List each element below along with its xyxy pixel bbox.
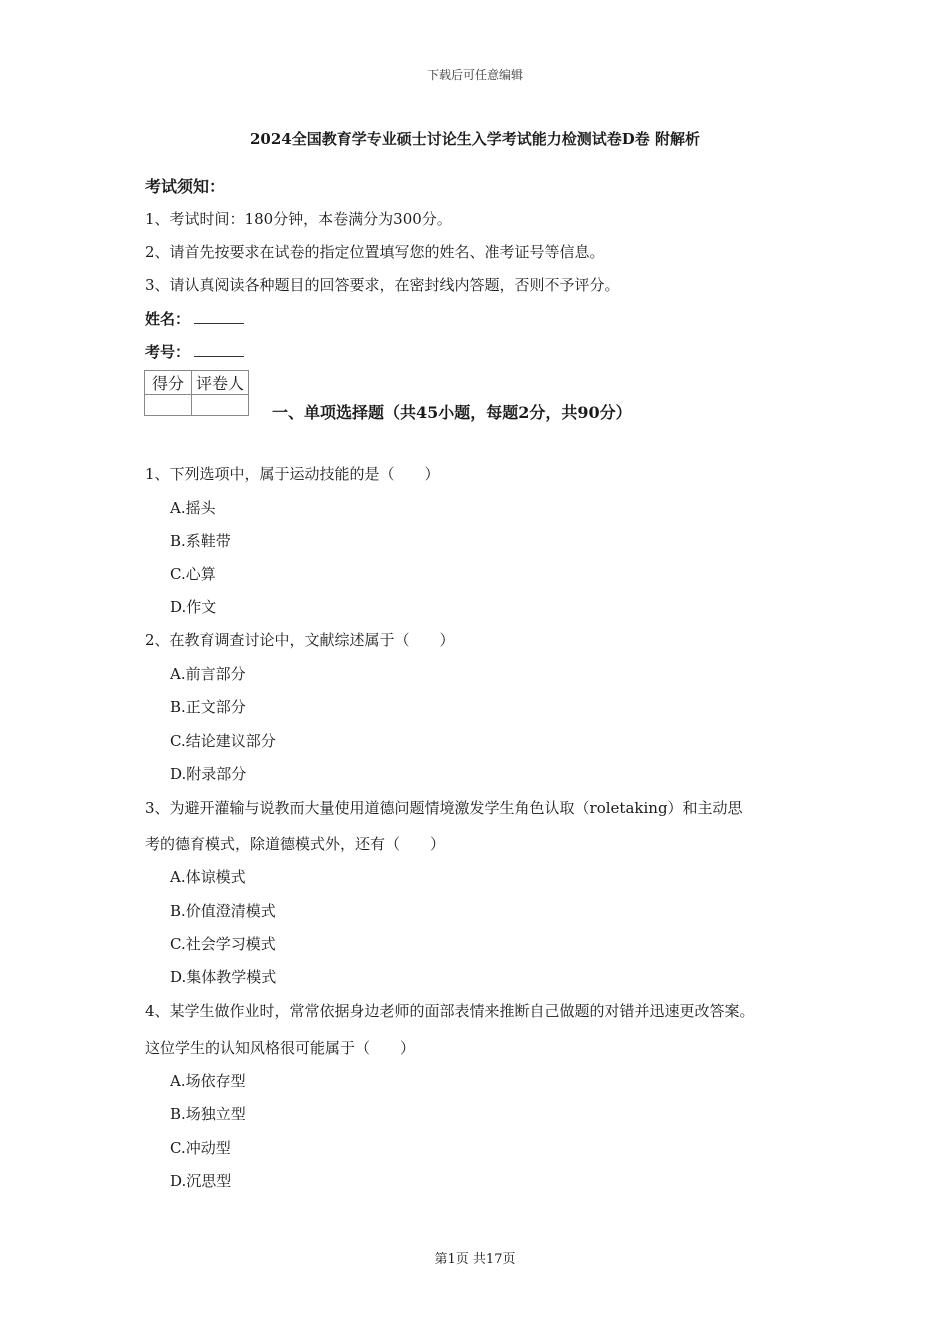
document-title: 2024全国教育学专业硕士讨论生入学考试能力检测试卷D卷 附解析 (250, 130, 700, 148)
name-label: 姓名： (145, 310, 191, 328)
question-3-stem-line-2: 考的德育模式，除道德模式外，还有（ ） (145, 835, 446, 853)
name-field (145, 308, 244, 329)
question-4-stem-line-1: 4、某学生做作业时，常常依据身边老师的面部表情来推断自己做题的对错并迅速更改答案。 (145, 1002, 755, 1020)
question-2-option-d: D.附录部分 (170, 765, 247, 783)
question-1-option-c: C.心算 (170, 565, 216, 583)
question-4-option-c: C.冲动型 (170, 1139, 231, 1157)
question-1-option-b: B.系鞋带 (170, 532, 231, 550)
section-title: 一、单项选择题（共45小题，每题2分，共90分） (272, 403, 632, 422)
page-footer: 第1页 共17页 (434, 1252, 516, 1267)
question-2-option-c: C.结论建议部分 (170, 732, 276, 750)
question-3-option-b: B.价值澄清模式 (170, 902, 276, 920)
notice-item-2: 2、请首先按要求在试卷的指定位置填写您的姓名、准考证号等信息。 (145, 243, 605, 261)
notice-item-1: 1、考试时间：180分钟，本卷满分为300分。 (145, 210, 452, 228)
id-field (145, 341, 244, 362)
notice-item-3: 3、请认真阅读各种题目的回答要求，在密封线内答题，否则不予评分。 (145, 276, 620, 294)
question-4-option-b: B.场独立型 (170, 1105, 246, 1123)
question-3-option-c: C.社会学习模式 (170, 935, 276, 953)
id-label: 考号： (145, 343, 191, 361)
question-4-option-a: A.场依存型 (170, 1072, 246, 1090)
score-header: 得分 (145, 371, 192, 395)
question-2-option-b: B.正文部分 (170, 698, 246, 716)
score-table (144, 370, 249, 416)
question-2-stem: 2、在教育调查讨论中，文献综述属于（ ） (145, 631, 455, 649)
question-3-option-a: A.体谅模式 (170, 868, 246, 886)
id-blank[interactable] (194, 342, 244, 357)
question-1-option-a: A.摇头 (170, 499, 216, 517)
notice-heading: 考试须知： (145, 177, 226, 196)
question-3-stem-line-1: 3、为避开灌输与说教而大量使用道德问题情境激发学生角色认取（roletaking）和主动思 (145, 799, 743, 817)
grader-header: 评卷人 (192, 371, 249, 395)
question-1-option-d: D.作文 (170, 598, 217, 616)
question-4-stem-line-2: 这位学生的认知风格很可能属于（ ） (145, 1039, 416, 1057)
question-4-option-d: D.沉思型 (170, 1172, 232, 1190)
grader-cell (192, 395, 249, 416)
question-3-option-d: D.集体教学模式 (170, 968, 277, 986)
name-blank[interactable] (194, 309, 244, 324)
score-cell (145, 395, 192, 416)
header-note: 下载后可任意编辑 (426, 68, 523, 82)
question-1-stem: 1、下列选项中，属于运动技能的是（ ） (145, 465, 440, 483)
question-2-option-a: A.前言部分 (170, 665, 246, 683)
